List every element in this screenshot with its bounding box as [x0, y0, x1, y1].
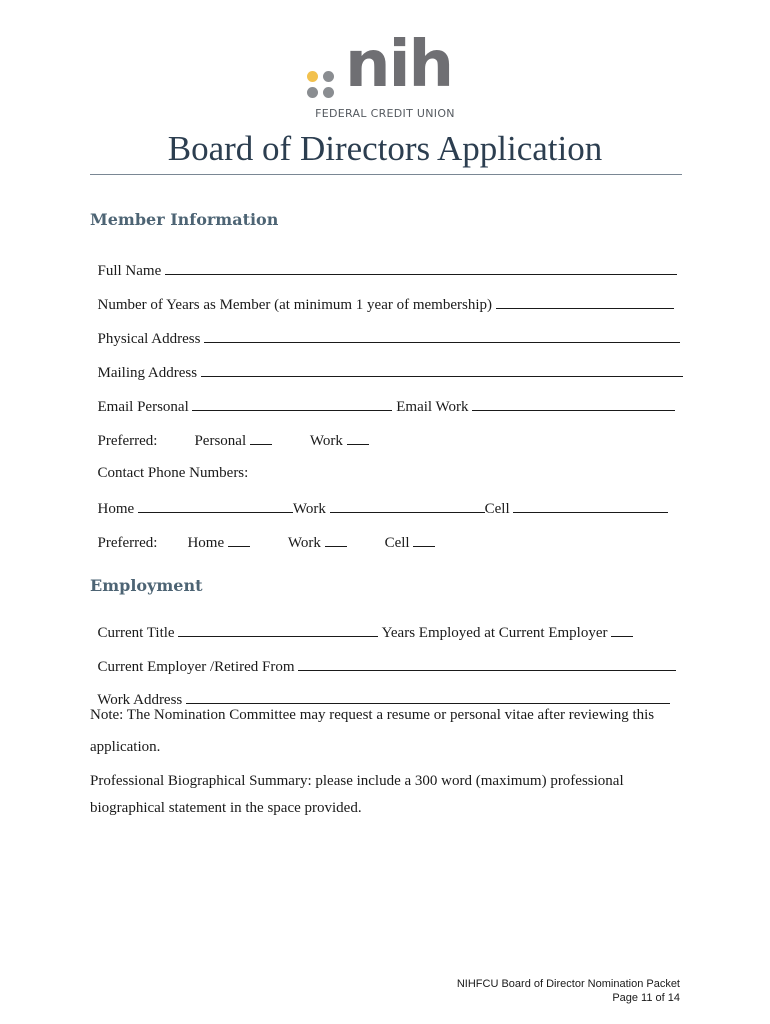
preferred-phone-home-label: Home	[187, 535, 225, 551]
contact-phone-row	[90, 451, 248, 481]
physical-address-row	[90, 315, 680, 347]
preferred-email-work-label: Work	[309, 433, 343, 449]
years-member-label: Number of Years as Member (at minimum 1 year of membership)	[97, 297, 492, 313]
preferred-phone-label: Preferred:	[97, 535, 158, 551]
title-divider	[90, 174, 682, 175]
years-member-field[interactable]	[496, 296, 674, 309]
preferred-phone-work-field[interactable]	[325, 534, 347, 547]
footer-page-number: Page 11 of 14	[612, 992, 680, 1005]
work-address-field[interactable]	[186, 691, 670, 704]
preferred-phone-work-label: Work	[287, 535, 321, 551]
email-personal-label: Email Personal	[97, 399, 189, 415]
logo-subtitle: FEDERAL CREDIT UNION	[315, 107, 455, 120]
logo-dots	[305, 69, 345, 109]
physical-address-label: Physical Address	[97, 331, 201, 347]
current-employer-label: Current Employer /Retired From	[97, 659, 295, 675]
page-footer	[457, 977, 680, 1006]
mailing-address-row	[90, 349, 683, 381]
preferred-phone-cell-field[interactable]	[413, 534, 435, 547]
phone-row	[90, 485, 668, 517]
phone-home-label: Home	[97, 501, 135, 517]
years-employed-field[interactable]	[611, 624, 633, 637]
phone-work-field[interactable]	[330, 500, 485, 513]
member-information-heading: Member Information	[90, 210, 279, 229]
preferred-phone-home-field[interactable]	[228, 534, 250, 547]
email-work-field[interactable]	[472, 398, 675, 411]
full-name-field[interactable]	[165, 262, 677, 275]
preferred-email-label: Preferred:	[97, 433, 158, 449]
years-member-row	[90, 281, 674, 313]
logo-dot	[323, 71, 334, 82]
footer-packet-title: NIHFCU Board of Director Nomination Packet	[456, 978, 680, 990]
work-address-row	[90, 676, 670, 708]
physical-address-field[interactable]	[204, 330, 680, 343]
page-title: Board of Directors Application	[167, 129, 603, 168]
phone-cell-label: Cell	[484, 501, 510, 517]
preferred-email-row	[90, 417, 369, 449]
logo-dot	[307, 71, 318, 82]
current-employer-field[interactable]	[298, 658, 676, 671]
note-line-2: application.	[90, 739, 161, 755]
preferred-email-personal-field[interactable]	[250, 432, 272, 445]
preferred-email-work-field[interactable]	[347, 432, 369, 445]
employment-heading: Employment	[90, 576, 203, 595]
current-employer-row	[90, 643, 676, 675]
current-title-row	[90, 609, 633, 641]
mailing-address-field[interactable]	[201, 364, 683, 377]
phone-work-label: Work	[292, 501, 326, 517]
summary-line-1: Professional Biographical Summary: please include a 300 word (maximum) professional	[90, 773, 624, 789]
phone-cell-field[interactable]	[513, 500, 668, 513]
email-row	[90, 383, 675, 415]
phone-home-field[interactable]	[138, 500, 293, 513]
current-title-field[interactable]	[178, 624, 378, 637]
full-name-label: Full Name	[97, 263, 162, 279]
note-line-1: Note: The Nomination Committee may request a resume or personal vitae after reviewing this	[90, 707, 655, 723]
preferred-email-personal-label: Personal	[194, 433, 247, 449]
full-name-row	[90, 247, 677, 279]
contact-phone-label: Contact Phone Numbers:	[97, 465, 249, 481]
email-personal-field[interactable]	[192, 398, 392, 411]
nih-fcu-logo	[305, 28, 465, 120]
mailing-address-label: Mailing Address	[97, 365, 198, 381]
email-work-label: Email Work	[396, 399, 469, 415]
summary-line-2: biographical statement in the space provided.	[90, 800, 362, 816]
preferred-phone-cell-label: Cell	[384, 535, 410, 551]
years-employed-label: Years Employed at Current Employer	[381, 625, 608, 641]
logo-dot	[323, 87, 334, 98]
logo-wordmark: nih	[345, 28, 453, 102]
work-address-label: Work Address	[97, 692, 183, 708]
current-title-label: Current Title	[97, 625, 175, 641]
logo-dot	[307, 87, 318, 98]
preferred-phone-row	[90, 519, 435, 551]
